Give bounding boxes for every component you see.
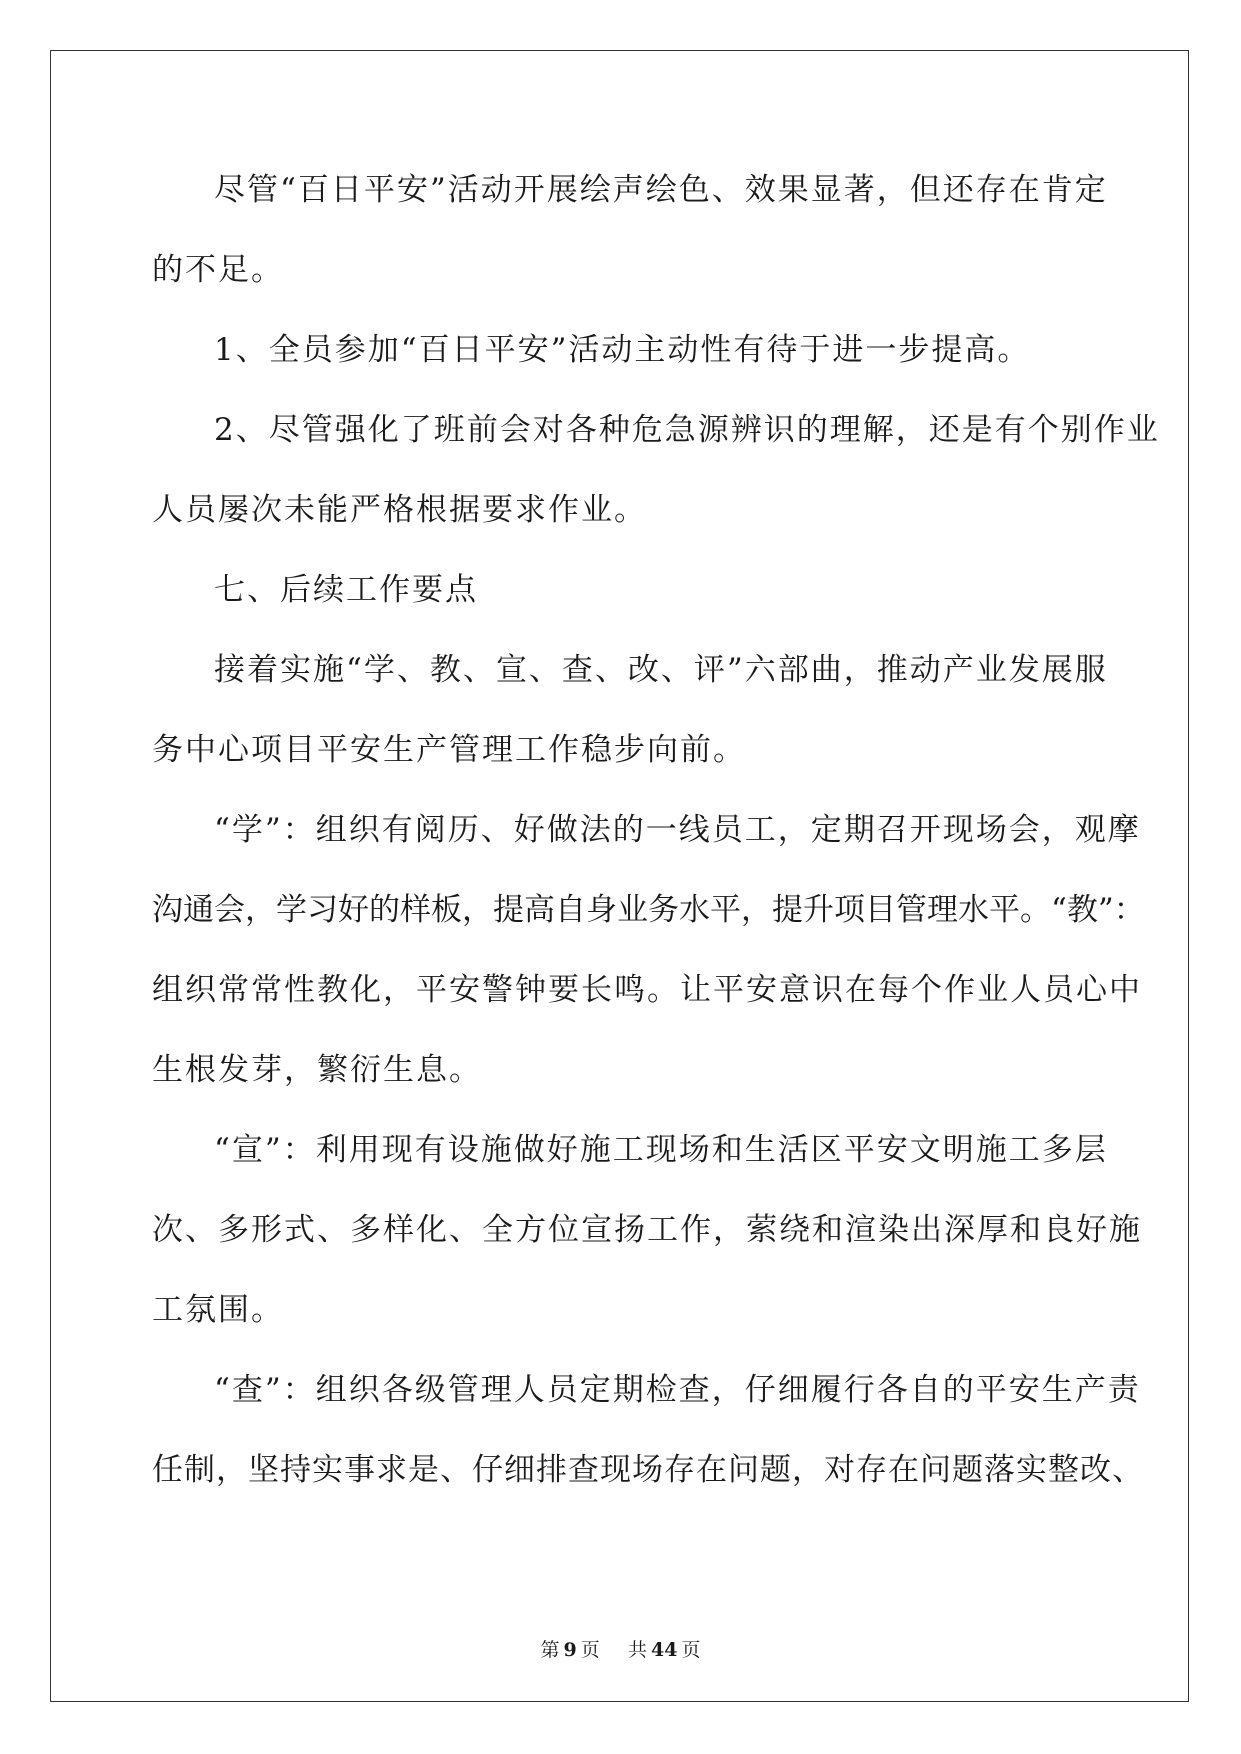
- paragraph-line: 务中心项目平安生产管理工作稳步向前。: [152, 732, 746, 768]
- paragraph-line: 沟通会，学习好的样板，提高自身业务水平，提升项目管理水平。“教”：: [152, 892, 1145, 928]
- paragraph-line: 1、全员参加“百日平安”活动主动性有待于进一步提高。: [214, 332, 1031, 368]
- paragraph-line: 生根发芽，繁衍生息。: [152, 1052, 482, 1088]
- paragraph-line: 次、多形式、多样化、全方位宣扬工作，萦绕和渲染出深厚和良好施: [152, 1212, 1142, 1248]
- page-footer: [0, 1635, 1241, 1662]
- paragraph-line: 2、尽管强化了班前会对各种危急源辨识的理解，还是有个别作业: [214, 412, 1160, 448]
- paragraph-line: 组织常常性教化，平安警钟要长鸣。让平安意识在每个作业人员心中: [152, 972, 1142, 1008]
- footer-page-prefix: 第: [540, 1639, 560, 1661]
- paragraph-line: 任制，坚持实事求是、仔细排查现场存在问题，对存在问题落实整改、: [152, 1452, 1144, 1488]
- paragraph-line: “学”：组织有阅历、好做法的一线员工，定期召开现场会，观摩: [214, 812, 1141, 848]
- paragraph-line: 尽管“百日平安”活动开展绘声绘色、效果显著，但还存在肯定: [214, 172, 1108, 208]
- footer-total-prefix: 共: [627, 1639, 647, 1661]
- footer-page-suffix: 页: [580, 1639, 600, 1661]
- footer-total-suffix: 页: [681, 1639, 701, 1661]
- paragraph-line: “宣”：利用现有设施做好施工现场和生活区平安文明施工多层: [214, 1132, 1108, 1168]
- paragraph-line: 的不足。: [152, 252, 284, 288]
- section-heading: 七、后续工作要点: [214, 572, 478, 608]
- paragraph-line: 工氛围。: [152, 1292, 284, 1328]
- footer-total-number: 44: [650, 1639, 678, 1661]
- paragraph-line: “查”：组织各级管理人员定期检查，仔细履行各自的平安生产责: [214, 1372, 1141, 1408]
- paragraph-line: 人员屡次未能严格根据要求作业。: [152, 492, 647, 528]
- paragraph-line: 接着实施“学、教、宣、查、改、评”六部曲，推动产业发展服: [214, 652, 1108, 688]
- footer-page-number: 9: [563, 1639, 577, 1661]
